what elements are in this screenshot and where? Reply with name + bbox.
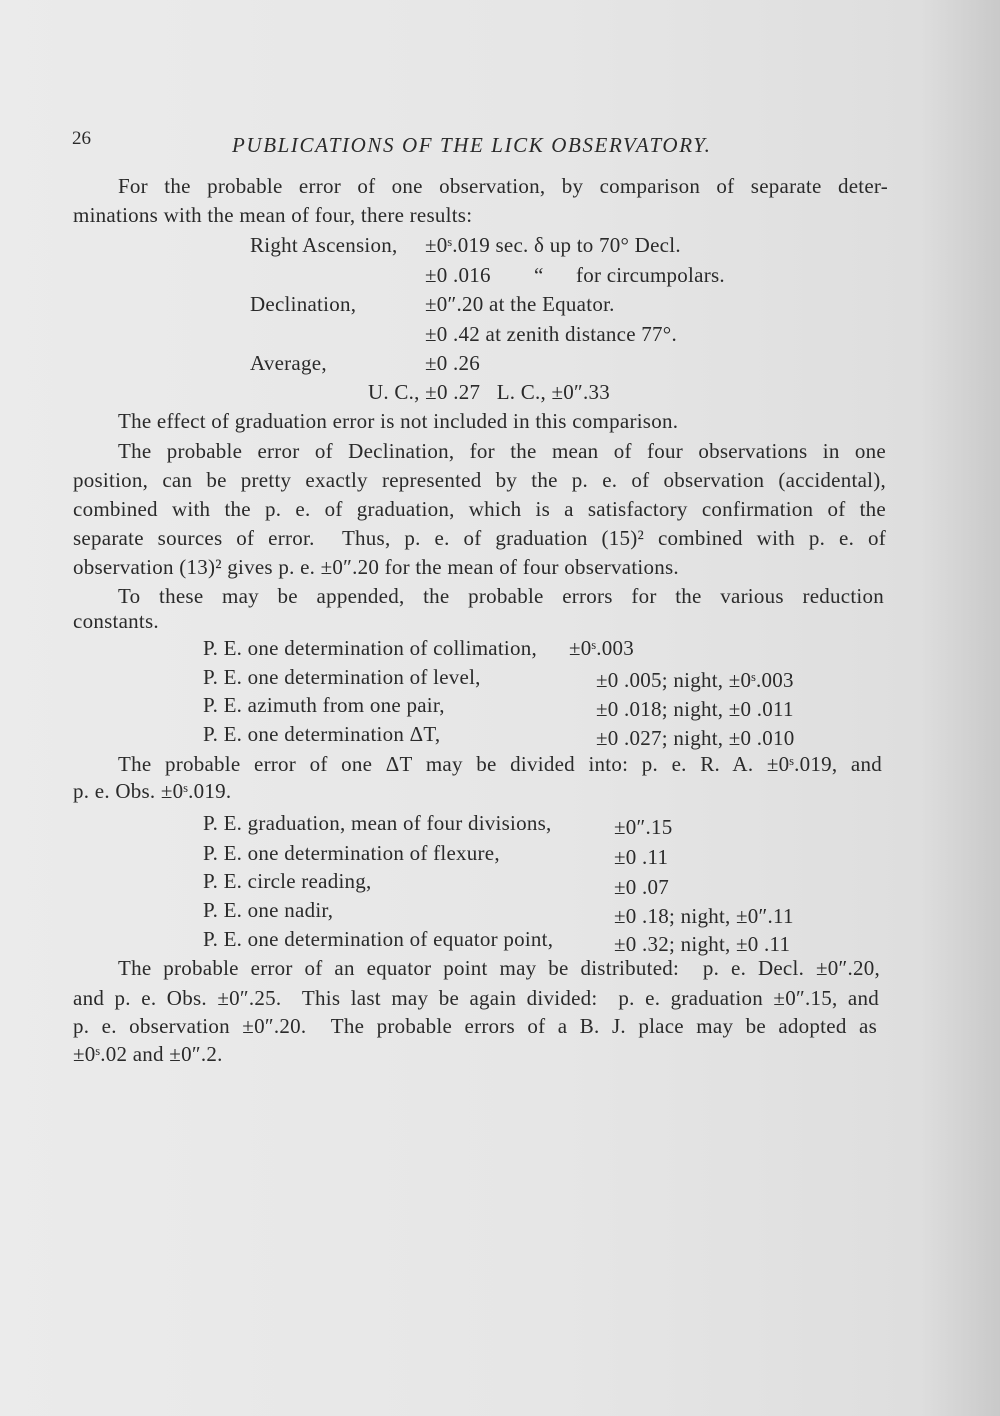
uc-lc-values: U. C., ±0 .27 L. C., ±0″.33 (368, 380, 611, 404)
equator-paragraph-line-1: The probable error of an equator point may be distributed: p. e. Decl. ±0″.20, (118, 956, 880, 980)
constant-row-2-value: ±0 .005; night, ±0ˢ.003 (596, 668, 794, 692)
ra-value: ±0ˢ.019 sec. δ up to 70° Decl. (425, 233, 681, 257)
intro-line-1: For the probable error of one observation, by comparison of separate deter- (118, 174, 888, 198)
decl-paragraph-line-4: separate sources of error. Thus, p. e. of graduation (15)² combined with p. e. of (73, 526, 886, 550)
ra2-value: ±0 .016 (425, 263, 491, 287)
circle-row-5-value: ±0 .32; night, ±0 .11 (614, 932, 791, 956)
decl-paragraph-line-1: The probable error of Declination, for the mean of four observations in one (118, 439, 886, 463)
circle-row-2-label: P. E. one determination of flexure, (203, 841, 500, 865)
declination-label: Declination, (250, 292, 357, 316)
effect-paragraph: The effect of graduation error is not included in this comparison. (118, 409, 679, 433)
equator-paragraph-line-3: p. e. observation ±0″.20. The probable errors of a B. J. place may be adopted as (73, 1014, 877, 1038)
running-title: PUBLICATIONS OF THE LICK OBSERVATORY. (232, 133, 712, 157)
average-label: Average, (250, 351, 327, 375)
constant-row-2-label: P. E. one determination of level, (203, 665, 481, 689)
append-paragraph-line-2: constants. (73, 609, 159, 633)
page-number: 26 (72, 128, 91, 149)
constant-row-3-value: ±0 .018; night, ±0 .011 (596, 697, 794, 721)
constant-row-4-value: ±0 .027; night, ±0 .010 (596, 726, 795, 750)
ra2-ditto: “ (534, 263, 544, 287)
circle-row-5-label: P. E. one determination of equator point, (203, 927, 554, 951)
circle-row-2-value: ±0 .11 (614, 845, 669, 869)
decl-paragraph-line-2: position, can be pretty exactly represented by the p. e. of observation (accidental), (73, 468, 886, 492)
circle-row-1-label: P. E. graduation, mean of four divisions, (203, 811, 552, 835)
declination-value: ±0″.20 at the Equator. (425, 292, 615, 316)
constant-row-3-label: P. E. azimuth from one pair, (203, 693, 445, 717)
constant-row-1-label: P. E. one determination of collimation, (203, 636, 538, 660)
average-value: ±0 .26 (425, 351, 481, 375)
append-paragraph-line-1: To these may be appended, the probable errors for the various reduction (118, 584, 884, 608)
decl-paragraph-line-3: combined with the p. e. of graduation, which is a satisfactory confirmation of the (73, 497, 886, 521)
ra2-note: for circumpolars. (576, 263, 725, 287)
constant-row-4-label: P. E. one determination ΔT, (203, 722, 441, 746)
delta-t-paragraph-line-1: The probable error of one ΔT may be divided into: p. e. R. A. ±0ˢ.019, and (118, 752, 882, 776)
circle-row-4-value: ±0 .18; night, ±0″.11 (614, 904, 794, 928)
equator-paragraph-line-2: and p. e. Obs. ±0″.25. This last may be again divided: p. e. graduation ±0″.15, and (73, 986, 879, 1010)
circle-row-3-value: ±0 .07 (614, 875, 670, 899)
delta-t-paragraph-line-2: p. e. Obs. ±0ˢ.019. (73, 779, 232, 803)
intro-line-2: minations with the mean of four, there results: (73, 203, 473, 227)
circle-row-1-value: ±0″.15 (614, 815, 673, 839)
decl-paragraph-line-5: observation (13)² gives p. e. ±0″.20 for the mean of four observations. (73, 555, 679, 579)
declination2-value: ±0 .42 at zenith distance 77°. (425, 322, 677, 346)
circle-row-3-label: P. E. circle reading, (203, 869, 372, 893)
circle-row-4-label: P. E. one nadir, (203, 898, 334, 922)
constant-row-1-value: ±0ˢ.003 (569, 636, 634, 660)
ra-label: Right Ascension, (250, 233, 398, 257)
equator-paragraph-line-4: ±0ˢ.02 and ±0″.2. (73, 1042, 223, 1066)
